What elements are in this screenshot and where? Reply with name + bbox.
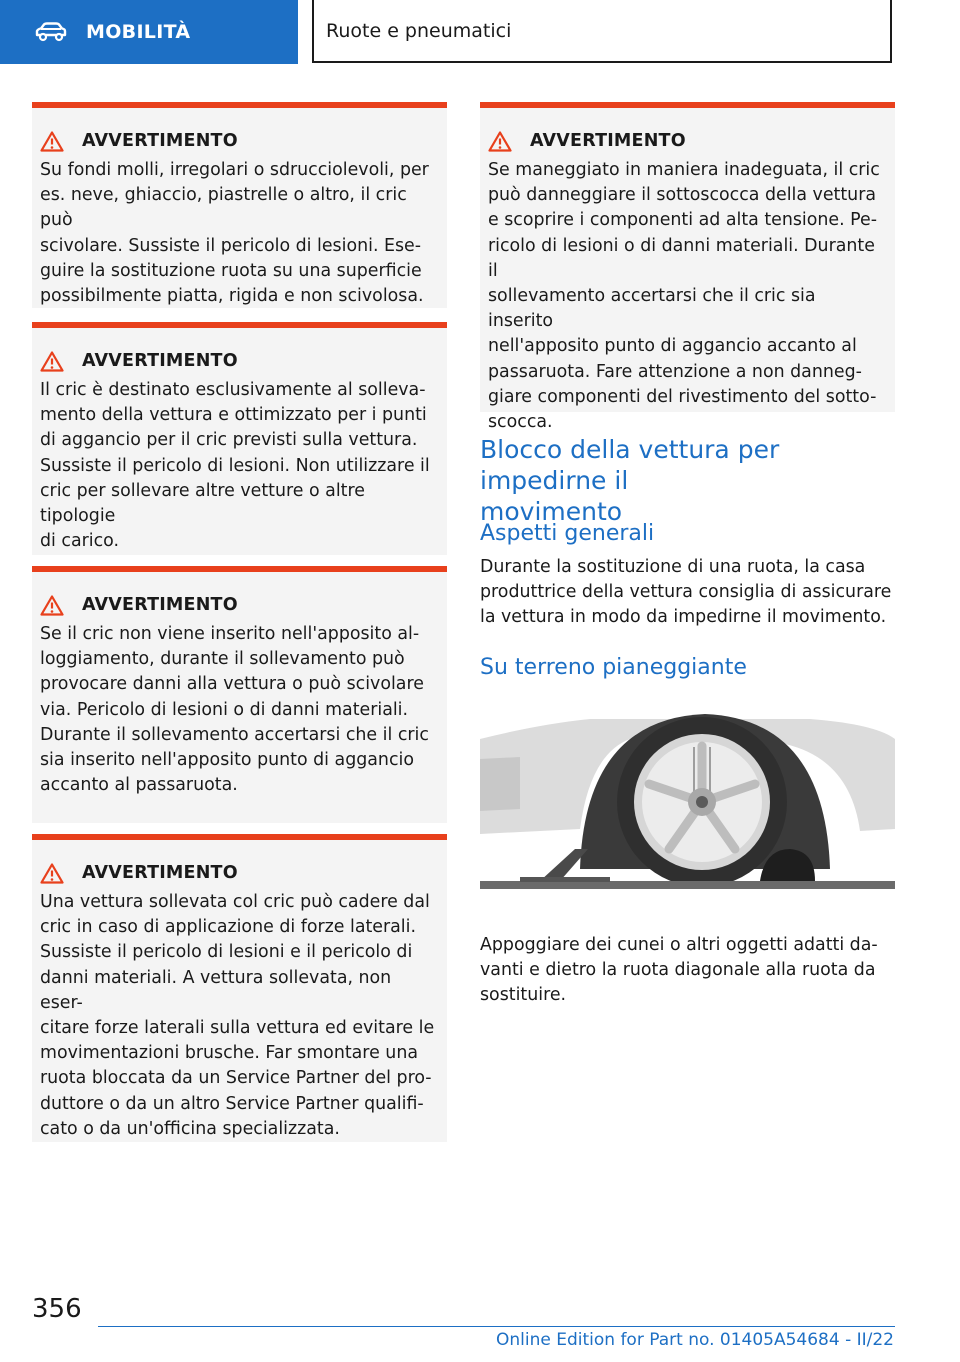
flat-ground-paragraph: Appoggiare dei cunei o altri oggetti adatti da- vanti e dietro la ruota diagonale alla ruota da sostituire.: [480, 935, 878, 1006]
warning-title: AVVERTIMENTO: [82, 595, 238, 615]
subheading-general: Aspetti generali: [480, 521, 655, 546]
warning-box: [32, 102, 447, 308]
general-paragraph: Durante la sostituzione di una ruota, la casa produttrice della vettura consiglia di assicurare la vettura in modo da impedirne il movimento.: [480, 557, 892, 628]
section-tab: [0, 0, 298, 64]
warning-triangle-icon: [40, 131, 64, 152]
section-heading: Blocco della vettura per impedirne il movimento: [480, 435, 780, 526]
section-label: MOBILITÀ: [86, 21, 191, 43]
warning-title: AVVERTIMENTO: [82, 351, 238, 371]
warning-title: AVVERTIMENTO: [82, 863, 238, 883]
warning-box: [32, 834, 447, 1142]
car-icon: [34, 22, 68, 42]
subheading-flat-ground: Su terreno pianeggiante: [480, 655, 747, 680]
warning-triangle-icon: [40, 351, 64, 372]
warning-text: Una vettura sollevata col cric può cadere dal cric in caso di applicazione di forze laterali. Sussiste il pericolo di lesioni e il pericolo di danni materiali. A vettura sollevata, non eser- citare forze laterali sulla vettura ed evitare le movimentazioni brusche. Far smontare una ruota bloccata da un Service Partner del pro- duttore o da un altro Service Partner qualifi- cato o da un'officina specializzata.: [40, 892, 435, 1139]
page-number: 356: [32, 1294, 82, 1324]
warning-triangle-icon: [40, 863, 64, 884]
warning-triangle-icon: [40, 595, 64, 616]
warning-title: AVVERTIMENTO: [82, 131, 238, 151]
chapter-title: Ruote e pneumatici: [312, 0, 892, 63]
warning-text: Se il cric non viene inserito nell'apposito al- loggiamento, durante il sollevamento può provocare danni alla vettura o può scivolare via. Pericolo di lesioni o di danni materiali. Durante il sollevamento accertarsi che il cric sia inserito nell'apposito punto di aggancio accanto al passaruota.: [40, 624, 429, 796]
warning-title: AVVERTIMENTO: [530, 131, 686, 151]
warning-box: [32, 566, 447, 823]
wheel-chock-illustration: [480, 699, 895, 889]
warning-text: Se maneggiato in maniera inadeguata, il cric può danneggiare il sottoscocca della vettura e scoprire i componenti ad alta tensione. Pe- ricolo di lesioni o di danni materiali. Durante il sollevamento accertarsi che il cric sia inserito nell'apposito punto di aggancio accanto al passaruota. Fare attenzione a non danneg- giare componenti del rivestimento del sotto- scocca.: [488, 160, 880, 433]
edition-note: Online Edition for Part no. 01405A54684 - II/22: [495, 1330, 894, 1350]
warning-box: [32, 322, 447, 555]
warning-text: Il cric è destinato esclusivamente al solleva- mento della vettura e ottimizzato per i punti di aggancio per il cric previsti sulla vettura. Sussiste il pericolo di lesioni. Non utilizzare il cric per sollevare altre vetture o altre tipologie di carico.: [40, 380, 430, 552]
warning-box: [480, 102, 895, 433]
warning-text: Su fondi molli, irregolari o sdrucciolevoli, per es. neve, ghiaccio, piastrelle o altro, il cric può scivolare. Sussiste il pericolo di lesioni. Ese- guire la sostituzione ruota su una superficie possibilmente piatta, rigida e non scivolosa.: [40, 160, 429, 307]
footer-divider: [98, 1326, 895, 1327]
warning-triangle-icon: [488, 131, 512, 152]
